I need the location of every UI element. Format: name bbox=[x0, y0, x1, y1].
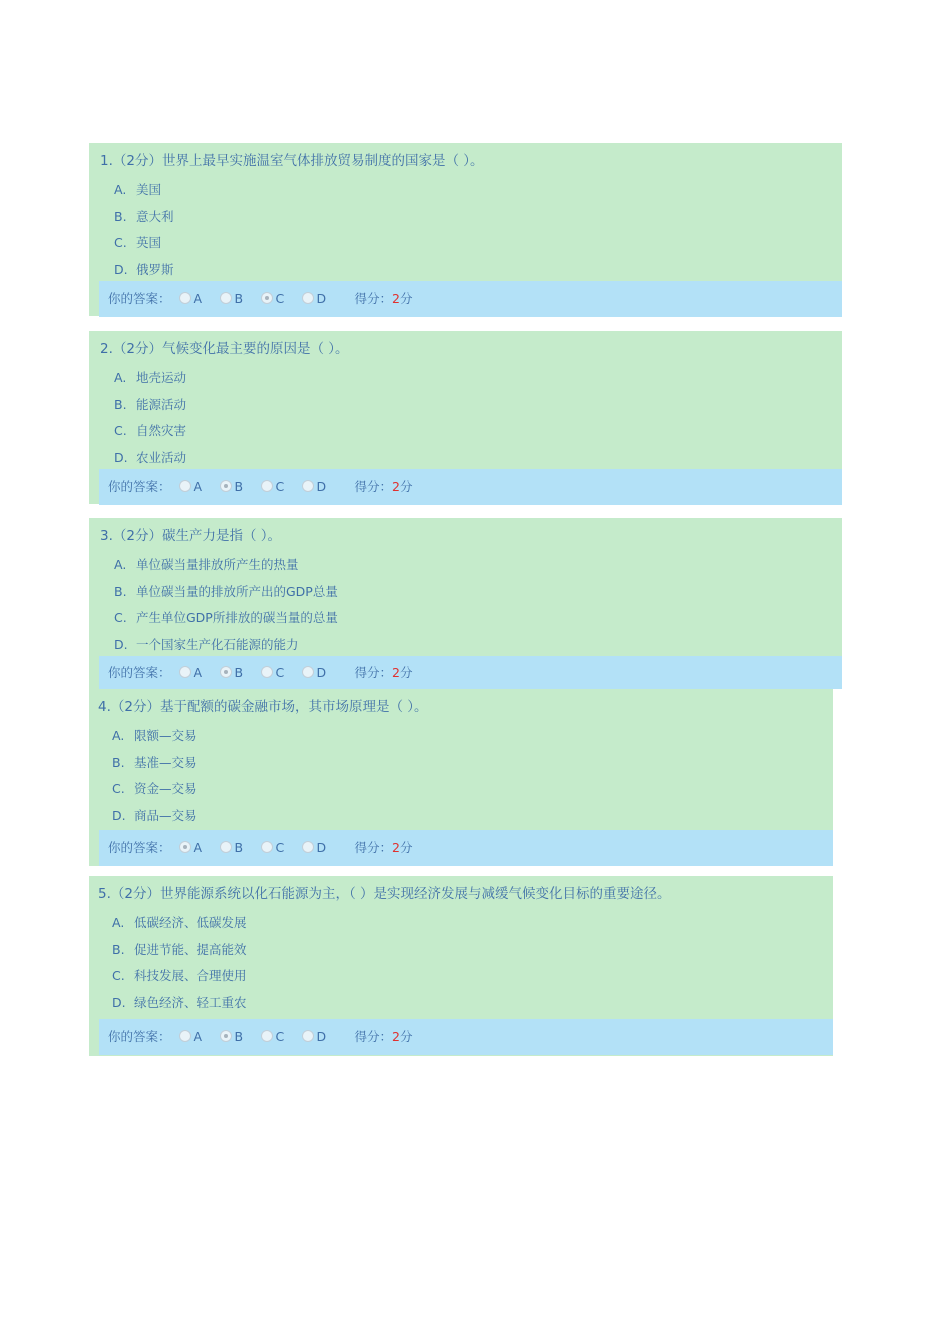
answer-radio-label: A bbox=[193, 665, 203, 680]
score-value: 2 bbox=[392, 479, 400, 494]
question-block bbox=[89, 143, 842, 316]
option-text: 英国 bbox=[136, 235, 162, 251]
option-item bbox=[114, 579, 338, 606]
answer-radio-d[interactable] bbox=[302, 480, 314, 492]
answer-radio-label: D bbox=[316, 1029, 327, 1044]
score-unit: 分 bbox=[399, 665, 413, 680]
score-value: 2 bbox=[392, 840, 400, 855]
answer-radio-label: A bbox=[193, 291, 203, 306]
option-item bbox=[114, 632, 338, 659]
option-letter: A. bbox=[114, 370, 127, 385]
option-letter: A. bbox=[114, 557, 127, 572]
answer-radio-label: A bbox=[193, 479, 203, 494]
question-text: 3.（2分）碳生产力是指（ ）。 bbox=[100, 528, 282, 544]
option-list bbox=[112, 910, 247, 1017]
answer-radio-a[interactable] bbox=[179, 841, 191, 853]
option-list bbox=[112, 723, 197, 830]
answer-radio-c[interactable] bbox=[261, 841, 273, 853]
option-item bbox=[112, 776, 197, 803]
option-text: 绿色经济、轻工重农 bbox=[134, 995, 247, 1011]
option-letter: A. bbox=[114, 182, 127, 197]
option-item bbox=[112, 723, 197, 750]
answer-radio-d[interactable] bbox=[302, 666, 314, 678]
answer-radio-label: B bbox=[234, 840, 244, 855]
option-list bbox=[114, 552, 338, 659]
score-unit: 分 bbox=[399, 479, 413, 494]
option-item bbox=[114, 605, 338, 632]
answer-radio-c[interactable] bbox=[261, 292, 273, 304]
score-unit: 分 bbox=[399, 840, 413, 855]
option-item bbox=[114, 257, 174, 284]
answer-bar bbox=[99, 656, 842, 689]
option-text: 俄罗斯 bbox=[136, 262, 174, 278]
score-label: 得分： bbox=[354, 291, 393, 306]
option-text: 产生单位GDP所排放的碳当量的总量 bbox=[136, 610, 338, 626]
option-text: 农业活动 bbox=[136, 450, 187, 466]
option-letter: B. bbox=[114, 583, 127, 599]
answer-bar bbox=[99, 281, 842, 317]
option-text: 单位碳当量的排放所产出的GDP总量 bbox=[136, 583, 338, 599]
option-item bbox=[114, 552, 338, 579]
your-answer-label: 你的答案： bbox=[108, 1029, 171, 1044]
score-value: 2 bbox=[392, 291, 400, 306]
option-item bbox=[112, 803, 197, 830]
option-letter: B. bbox=[112, 754, 125, 770]
question-block bbox=[89, 876, 833, 1056]
question-block bbox=[89, 518, 842, 689]
option-letter: D. bbox=[114, 637, 128, 653]
answer-radio-c[interactable] bbox=[261, 1030, 273, 1042]
score-value: 2 bbox=[392, 665, 400, 680]
answer-radio-label: C bbox=[275, 479, 285, 494]
option-letter: D. bbox=[114, 450, 128, 466]
answer-radio-c[interactable] bbox=[261, 480, 273, 492]
option-text: 自然灾害 bbox=[136, 423, 187, 439]
option-item bbox=[114, 230, 174, 257]
option-text: 单位碳当量排放所产生的热量 bbox=[136, 557, 299, 572]
option-item bbox=[114, 392, 186, 419]
option-text: 资金—交易 bbox=[134, 781, 197, 797]
answer-radio-a[interactable] bbox=[179, 292, 191, 304]
answer-radio-label: D bbox=[316, 291, 327, 306]
question-text: 4.（2分）基于配额的碳金融市场，其市场原理是（ ）。 bbox=[98, 699, 428, 715]
score-label: 得分： bbox=[354, 479, 393, 494]
answer-radio-label: D bbox=[316, 840, 327, 855]
answer-radio-b[interactable] bbox=[220, 841, 232, 853]
option-letter: C. bbox=[114, 610, 127, 626]
your-answer-label: 你的答案： bbox=[108, 291, 171, 306]
answer-radio-a[interactable] bbox=[179, 666, 191, 678]
question-text: 1.（2分）世界上最早实施温室气体排放贸易制度的国家是（ ）。 bbox=[100, 153, 484, 169]
option-text: 商品—交易 bbox=[134, 808, 197, 824]
option-item bbox=[114, 418, 186, 445]
option-text: 地壳运动 bbox=[136, 370, 187, 385]
answer-radio-label: A bbox=[193, 1029, 203, 1044]
option-text: 科技发展、合理使用 bbox=[134, 968, 247, 984]
answer-radio-c[interactable] bbox=[261, 666, 273, 678]
option-text: 低碳经济、低碳发展 bbox=[134, 915, 247, 930]
option-text: 意大利 bbox=[136, 208, 174, 224]
score-value: 2 bbox=[392, 1029, 400, 1044]
answer-radio-b[interactable] bbox=[220, 480, 232, 492]
answer-radio-d[interactable] bbox=[302, 292, 314, 304]
question-text: 2.（2分）气候变化最主要的原因是（ ）。 bbox=[100, 341, 349, 357]
answer-radio-label: C bbox=[275, 840, 285, 855]
option-item bbox=[112, 963, 247, 990]
answer-radio-label: B bbox=[234, 1029, 244, 1044]
option-letter: B. bbox=[114, 208, 127, 224]
answer-radio-label: C bbox=[275, 291, 285, 306]
option-letter: B. bbox=[114, 396, 127, 412]
option-item bbox=[112, 990, 247, 1017]
option-letter: C. bbox=[114, 423, 127, 439]
score-unit: 分 bbox=[399, 291, 413, 306]
question-block bbox=[89, 689, 833, 866]
option-letter: D. bbox=[112, 808, 126, 824]
answer-radio-d[interactable] bbox=[302, 1030, 314, 1042]
answer-radio-label: C bbox=[275, 1029, 285, 1044]
answer-radio-b[interactable] bbox=[220, 1030, 232, 1042]
option-item bbox=[114, 445, 186, 472]
answer-radio-b[interactable] bbox=[220, 292, 232, 304]
answer-bar bbox=[99, 830, 833, 866]
answer-radio-label: B bbox=[234, 665, 244, 680]
option-item bbox=[114, 177, 174, 204]
answer-radio-label: D bbox=[316, 479, 327, 494]
option-text: 能源活动 bbox=[136, 396, 187, 412]
option-letter: A. bbox=[112, 728, 125, 743]
option-letter: C. bbox=[112, 781, 125, 797]
score-label: 得分： bbox=[354, 665, 393, 680]
answer-radio-label: D bbox=[316, 665, 327, 680]
question-text: 5.（2分）世界能源系统以化石能源为主，（ ）是实现经济发展与减缓气候变化目标的重要途径。 bbox=[98, 886, 671, 902]
question-block bbox=[89, 331, 842, 504]
option-letter: A. bbox=[112, 915, 125, 930]
option-item bbox=[114, 204, 174, 231]
score-unit: 分 bbox=[399, 1029, 413, 1044]
option-text: 基准—交易 bbox=[134, 754, 197, 770]
option-letter: C. bbox=[112, 968, 125, 984]
option-letter: D. bbox=[114, 262, 128, 278]
score-label: 得分： bbox=[354, 1029, 393, 1044]
option-letter: D. bbox=[112, 995, 126, 1011]
answer-radio-b[interactable] bbox=[220, 666, 232, 678]
option-item bbox=[112, 750, 197, 777]
option-text: 促进节能、提高能效 bbox=[134, 941, 247, 957]
score-label: 得分： bbox=[354, 840, 393, 855]
answer-bar bbox=[99, 1019, 833, 1055]
answer-radio-label: B bbox=[234, 291, 244, 306]
option-letter: C. bbox=[114, 235, 127, 251]
option-list bbox=[114, 177, 174, 284]
answer-radio-d[interactable] bbox=[302, 841, 314, 853]
answer-radio-label: B bbox=[234, 479, 244, 494]
option-letter: B. bbox=[112, 941, 125, 957]
your-answer-label: 你的答案： bbox=[108, 840, 171, 855]
option-item bbox=[114, 365, 186, 392]
answer-radio-a[interactable] bbox=[179, 480, 191, 492]
your-answer-label: 你的答案： bbox=[108, 665, 171, 680]
option-list bbox=[114, 365, 186, 472]
option-text: 美国 bbox=[136, 182, 162, 197]
answer-radio-label: A bbox=[193, 840, 203, 855]
option-item bbox=[112, 937, 247, 964]
your-answer-label: 你的答案： bbox=[108, 479, 171, 494]
option-text: 一个国家生产化石能源的能力 bbox=[136, 637, 299, 653]
answer-bar bbox=[99, 469, 842, 505]
answer-radio-a[interactable] bbox=[179, 1030, 191, 1042]
option-text: 限额—交易 bbox=[134, 728, 197, 743]
answer-radio-label: C bbox=[275, 665, 285, 680]
option-item bbox=[112, 910, 247, 937]
